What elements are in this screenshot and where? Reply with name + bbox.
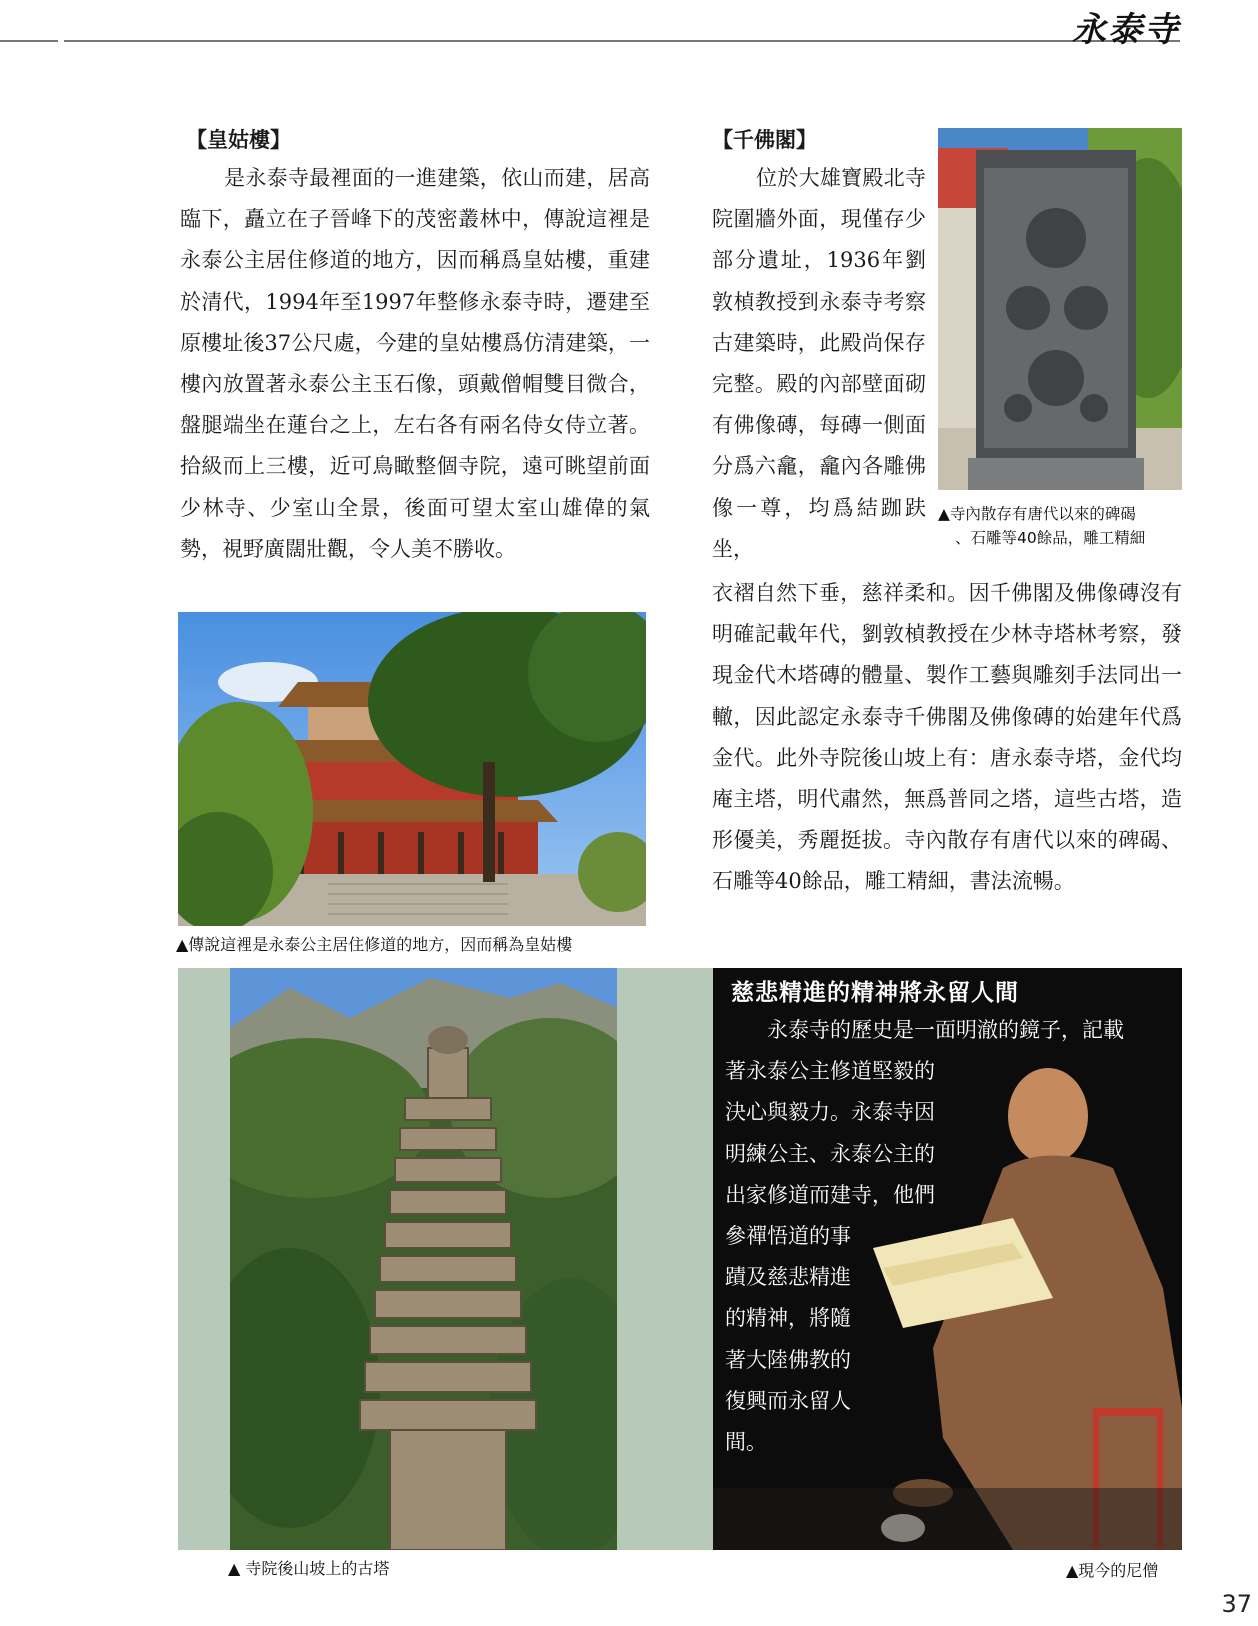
page-number: 37: [1221, 1590, 1252, 1618]
caption-huanggu-tower: ▲傳說這裡是永泰公主居住修道的地方，因而稱為皇姑樓: [176, 935, 573, 954]
header-rule: [0, 40, 1180, 42]
photo-pagoda-frame: [178, 968, 713, 1550]
paragraph-thousand-buddha-narrow: 位於大雄寶殿北寺院圍牆外面，現僅存少部分遺址，1936年劉敦楨教授到永泰寺考察古建築時，此殿尚保存完整。殿的內部壁面砌有佛像磚，每磚一側面分爲六龕，龕內各雕佛像一尊，均爲結跏趺坐，: [712, 166, 926, 561]
running-header-title: 永泰寺: [1072, 10, 1180, 50]
panel-line-1: 著永泰公主修道堅毅的: [725, 1059, 935, 1084]
panel-heading: 慈悲精進的精神將永留人間: [731, 980, 1019, 1006]
caption-nun: ▲現今的尼僧: [1066, 1561, 1159, 1580]
panel-line-0: 永泰寺的歷史是一面明澈的鏡子，記載: [767, 1018, 1124, 1042]
caption-pagoda: ▲ 寺院後山坡上的古塔: [228, 1559, 390, 1578]
photo-stone-stele: [938, 128, 1182, 490]
panel-paragraph: [725, 1010, 1165, 1463]
panel-line-9: 復興而永留人: [725, 1388, 851, 1413]
panel-line-2: 決心與毅力。永泰寺因: [725, 1100, 935, 1125]
caption-stele-line2: 、石雕等40餘品，雕工精細: [955, 529, 1146, 547]
paragraph-huanggu-tower: 是永泰寺最裡面的一進建築，依山而建，居高臨下，矗立在子晉峰下的茂密叢林中，傳說這裡是永泰公主居住修道的地方，因而稱爲皇姑樓，重建於清代，1994年至1997年整修永泰寺時，遷建至原樓址後37公尺處，今建的皇姑樓爲仿清建築，一樓內放置著永泰公主玉石像，頭戴僧帽雙目微合，盤腿端坐在蓮台之上，左右各有兩名侍女侍立著。拾級而上三樓，近可鳥瞰整個寺院，遠可眺望前面少林寺、少室山全景，後面可望太室山雄偉的氣勢，視野廣闊壯觀，令人美不勝收。: [180, 166, 650, 561]
panel-line-3: 明練公主、永泰公主的: [725, 1141, 935, 1166]
photo-huanggu-tower: [178, 612, 646, 926]
heading-thousand-buddha-pavilion: 【千佛閣】: [712, 128, 817, 152]
panel-line-4: 出家修道而建寺，他們: [725, 1182, 935, 1207]
panel-line-6: 蹟及慈悲精進: [725, 1265, 851, 1290]
heading-huanggu-tower: 【皇姑樓】: [186, 128, 291, 152]
panel-line-5: 參禪悟道的事: [725, 1224, 851, 1249]
paragraph-thousand-buddha-wide: 衣褶自然下垂，慈祥柔和。因千佛閣及佛像磚沒有明確記載年代，劉敦楨教授在少林寺塔林考察，發現金代木塔磚的體量、製作工藝與雕刻手法同出一轍，因此認定永泰寺千佛閣及佛像磚的始建年代爲金代。此外寺院後山坡上有：唐永泰寺塔，金代均庵主塔，明代肅然，無爲普同之塔，這些古塔，造形優美，秀麗挺拔。寺內散存有唐代以來的碑碣、石雕等40餘品，雕工精細，書法流暢。: [712, 581, 1182, 894]
photo-ancient-pagoda: [230, 968, 617, 1550]
panel-line-8: 著大陸佛教的: [725, 1347, 851, 1372]
caption-stele-line1: ▲寺內散存有唐代以來的碑碣: [938, 505, 1136, 523]
feature-panel: [713, 968, 1182, 1550]
panel-line-7: 的精神，將隨: [725, 1306, 851, 1331]
panel-line-10: 間。: [725, 1430, 767, 1455]
header-rule-gap: [58, 38, 64, 44]
